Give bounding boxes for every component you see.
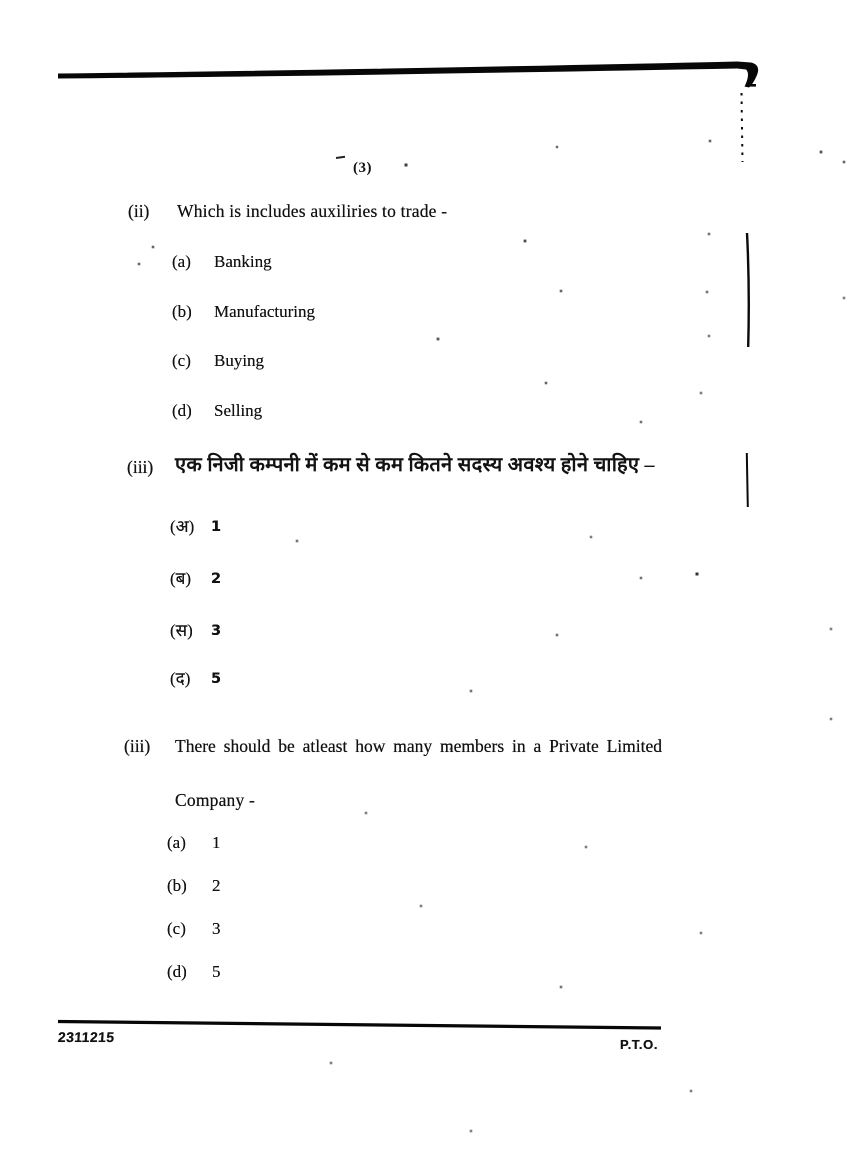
scan-noise-specks <box>0 0 2 2</box>
question-text: Which is includes auxiliries to trade - <box>177 201 448 221</box>
question-number: (iii) <box>124 736 151 756</box>
option-label: (d) <box>167 962 187 981</box>
option-row <box>170 566 221 589</box>
page-number-dash-artifact <box>336 157 345 158</box>
option-text: Buying <box>214 351 265 370</box>
option-label: (a) <box>167 833 186 852</box>
option-row <box>170 514 221 537</box>
option-label: (ब) <box>170 569 192 588</box>
scan-top-edge-line <box>58 62 758 88</box>
option-row <box>167 919 221 939</box>
option-text: Manufacturing <box>214 302 316 321</box>
option-label: (a) <box>172 252 191 271</box>
option-row <box>167 962 221 982</box>
option-label: (b) <box>172 302 192 321</box>
option-text: Selling <box>214 401 263 420</box>
option-row <box>172 302 315 322</box>
paper-code: 2311215 <box>57 1029 116 1045</box>
option-label: (स) <box>170 621 193 640</box>
option-row <box>172 401 262 421</box>
option-row <box>170 618 221 641</box>
scan-dash-mark <box>746 84 756 87</box>
option-row <box>167 876 221 896</box>
option-text: 5 <box>211 671 222 687</box>
option-text: 2 <box>212 876 221 895</box>
option-text: 3 <box>211 623 222 639</box>
option-label: (द) <box>170 669 191 688</box>
option-row <box>172 252 272 272</box>
option-label: (c) <box>167 919 186 938</box>
option-text: 1 <box>211 519 222 535</box>
option-text: Banking <box>214 252 272 271</box>
option-text: 5 <box>212 962 221 981</box>
question-number: (iii) <box>127 457 154 477</box>
question-text-line1: There should be atleast how many members in a Private Limited <box>175 736 662 756</box>
footer-rule <box>58 1022 661 1029</box>
option-label: (अ) <box>170 517 195 536</box>
option-label: (b) <box>167 876 187 895</box>
option-text: 1 <box>212 833 221 852</box>
scan-dotted-line <box>742 93 743 162</box>
option-text: 3 <box>212 919 221 938</box>
option-label: (d) <box>172 401 192 420</box>
question-text-line2: Company - <box>175 790 256 810</box>
option-row <box>172 351 264 371</box>
question-number: (ii) <box>128 201 150 221</box>
option-row <box>167 833 221 853</box>
page-number: (3) <box>353 160 372 176</box>
question-text-hindi: एक निजी कम्पनी में कम से कम कितने सदस्य अवश्य होने चाहिए – <box>175 454 655 476</box>
pto-label: P.T.O. <box>620 1037 659 1052</box>
scan-vertical-line-2 <box>747 453 748 507</box>
option-row <box>170 666 221 689</box>
option-label: (c) <box>172 351 191 370</box>
option-text: 2 <box>211 571 222 587</box>
scan-vertical-line-1 <box>747 233 749 347</box>
